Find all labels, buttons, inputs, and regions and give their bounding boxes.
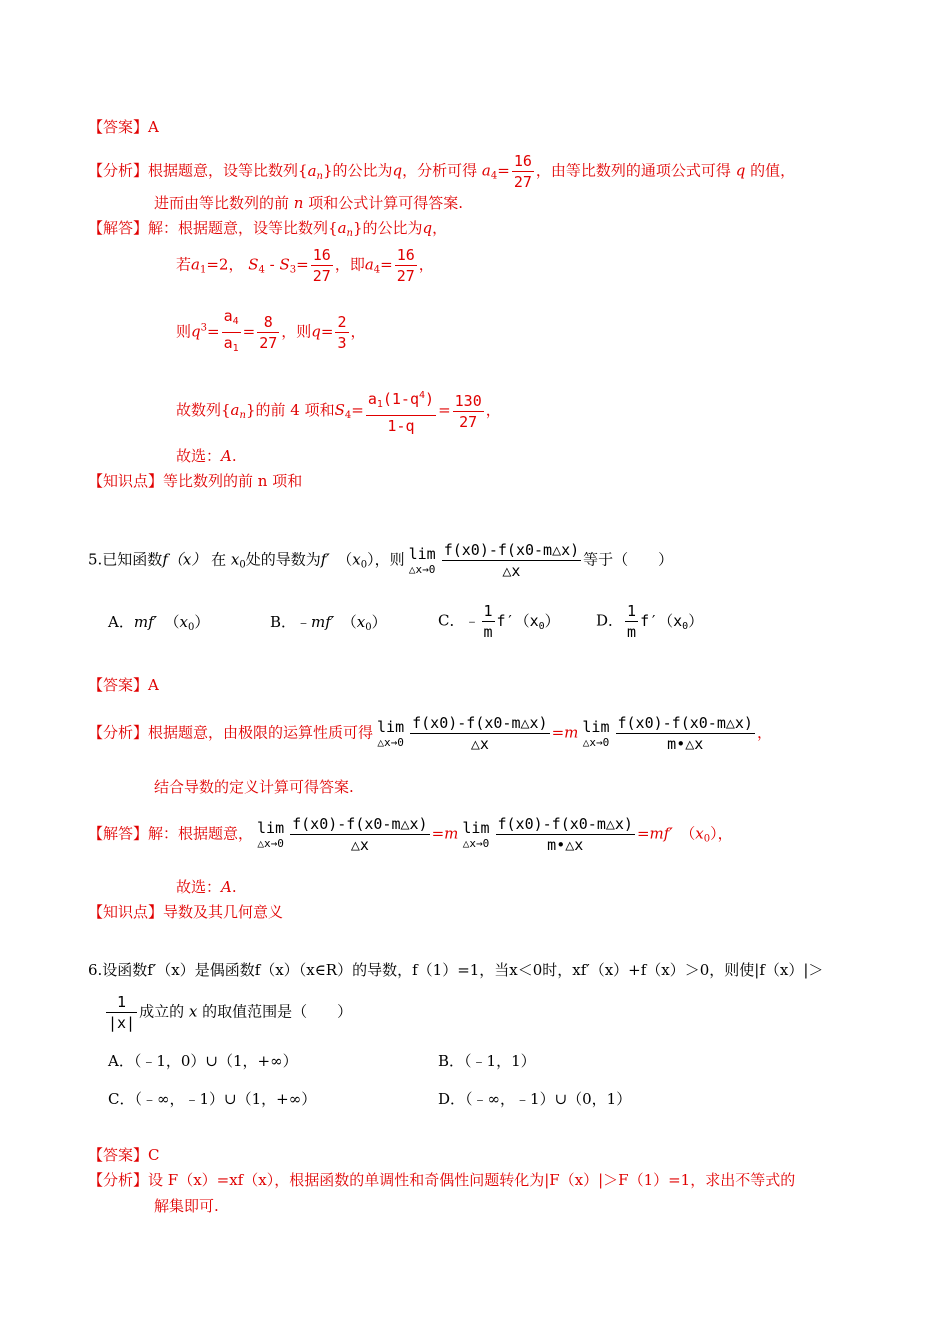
solution-tag: 【解答】 xyxy=(88,219,149,237)
fraction-sum-formula: $\frac{a_1(1-q^4)}{1-q}$ xyxy=(367,390,435,435)
fraction-8-27: $\frac{8}{27}$ xyxy=(259,313,278,352)
q4-step2: 则$q^3=$ $\frac{a_4}{a_1}$ = $\frac{8}{27}$ ，则q= $\frac{2}{3}$ ， xyxy=(176,306,366,359)
fraction-1-m: $\frac{1}{m}$ xyxy=(483,602,493,641)
q6-analysis-line1: 【分析】设 F（x）=xf（x），根据函数的单调性和奇偶性问题转化为|F（x）|＞F（1）=1，求出不等式的 xyxy=(88,1171,796,1189)
fraction-derivative-m: $\frac{f(x0)-f(x0-m\triangle x)}{m•\triangle x}$ xyxy=(617,714,753,753)
q4-analysis-line2: 进而由等比数列的前 n 项和公式计算可得答案. xyxy=(154,194,464,212)
limit-symbol: lim △x→0 xyxy=(582,718,610,749)
fraction-16-27: $\frac{16}{27}$ xyxy=(513,152,532,191)
fraction-derivative-m: $\frac{f(x0)-f(x0-m\triangle x)}{m•\triangle x}$ xyxy=(497,815,633,854)
limit-symbol: lim △x→0 xyxy=(462,819,490,850)
fraction-derivative: $\frac{f(x0)-f(x0-m\triangle x)}{\triangle x}$ xyxy=(292,815,428,854)
fraction-derivative: $\frac{f(x0)-f(x0-m\triangle x)}{\triangle x}$ xyxy=(443,541,580,580)
fraction-16-27: $\frac{16}{27}$ xyxy=(312,246,331,285)
q4-choose: 故选：A. xyxy=(176,447,237,465)
analysis-tag: 【分析】 xyxy=(88,161,149,180)
q4-answer: A xyxy=(148,118,159,136)
fraction-1-m: $\frac{1}{m}$ xyxy=(627,602,637,641)
q6-option-b[interactable]: B．（﹣1，1） xyxy=(438,1052,536,1070)
q5-option-c[interactable]: C．﹣ $\frac{1}{m}$ $f'(x_0)$ xyxy=(438,602,560,641)
q5-answer-line: 【答案】A xyxy=(88,676,159,694)
q6-analysis-line2: 解集即可. xyxy=(154,1197,219,1215)
q6-answer-line: 【答案】C xyxy=(88,1146,160,1164)
fraction-16-27: $\frac{16}{27}$ xyxy=(396,246,415,285)
answer-tag: 【答案】 xyxy=(88,118,149,136)
limit-symbol: lim △x→0 xyxy=(377,718,405,749)
limit-symbol: lim △x→0 xyxy=(257,819,285,850)
q6-stem-line1: 6.设函数f′（x）是偶函数f（x）（x∈R）的导数，f（1）=1，当x＜0时，xf′（x）+f（x）＞0，则使|f（x）|＞ xyxy=(88,961,824,979)
fraction-1-absx: $\frac{1}{|x|}$ xyxy=(108,993,136,1032)
q5-choose: 故选：A. xyxy=(176,878,237,896)
limit-symbol: lim △x→0 xyxy=(408,545,436,576)
q4-solution-line: 【解答】解：根据题意，设等比数列$\{a_n\}$的公比为q， xyxy=(88,219,448,239)
q5-option-b[interactable]: B．﹣mf′ $(x_0)$ xyxy=(270,613,387,633)
q5-solution-line: 【解答】解：根据题意， lim △x→0 $\frac{f(x0)-f(x0-m\triangle x)}{\triangle x}$ =m lim △x→0 $\frac{f(x0)-f(x0-m\triangle x)}{m•\triangle x}$ =mf′ $(x_0)$， xyxy=(88,815,733,854)
fraction-2-3: $\frac{2}{3}$ xyxy=(337,313,347,352)
q6-option-c[interactable]: C．（﹣∞，﹣1）∪（1，+∞） xyxy=(108,1090,317,1108)
fraction-130-27: $\frac{130}{27}$ xyxy=(454,391,482,431)
q5-stem: 5.已知函数f（x） 在 $x_0$处的导数为f′ $(x_0)$，则 lim △x→0 $\frac{f(x0)-f(x0-m\triangle x)}{\triangle x}$ 等于（ ） xyxy=(88,541,674,580)
q4-knowledge-line: 【知识点】等比数列的前 n 项和 xyxy=(88,472,303,490)
knowledge-tag: 【知识点】 xyxy=(88,472,164,490)
q4-step1: 若$a_1=2$， $S_4 - S_3=$ $\frac{16}{27}$ ，即$a_4=$ $\frac{16}{27}$ ， xyxy=(176,246,434,285)
q5-analysis-line1: 【分析】根据题意，由极限的运算性质可得 lim △x→0 $\frac{f(x0)-f(x0-m\triangle x)}{\triangle x}$ =m lim △x→0 $\frac{f(x0)-f(x0-m\triangle x)}{m•\triangle x}$ ， xyxy=(88,714,772,753)
fraction-a4-a1: $\frac{a_4}{a_1}$ xyxy=(222,306,241,359)
q5-analysis-line2: 结合导数的定义计算可得答案. xyxy=(154,778,354,796)
q6-option-d[interactable]: D．（﹣∞，﹣1）∪（0，1） xyxy=(438,1090,632,1108)
q4-analysis-line1: 【分析】根据题意，设等比数列$\{a_n\}$的公比为q，分析可得 $a_4=$ $\frac{16}{27}$ ，由等比数列的通项公式可得 q 的值， xyxy=(88,152,796,191)
q4-answer-line xyxy=(88,117,159,137)
q5-option-d[interactable]: D． $\frac{1}{m}$ $f'(x_0)$ xyxy=(596,602,704,641)
q4-step3: 故数列$\{a_n\}$的前 4 项和$S_4=$ $\frac{a_1(1-q^4)}{1-q}$ = $\frac{130}{27}$ ， xyxy=(176,386,501,436)
q5-option-a[interactable]: A．mf′ $(x_0)$ xyxy=(108,613,210,633)
q5-knowledge-line: 【知识点】导数及其几何意义 xyxy=(88,903,284,921)
q6-option-a[interactable]: A．（﹣1，0）∪（1，+∞） xyxy=(108,1052,298,1070)
fraction-derivative: $\frac{f(x0)-f(x0-m\triangle x)}{\triangle x}$ xyxy=(412,714,548,753)
q6-stem-line2: $\frac{1}{|x|}$ 成立的 x 的取值范围是（ ） xyxy=(108,993,353,1032)
